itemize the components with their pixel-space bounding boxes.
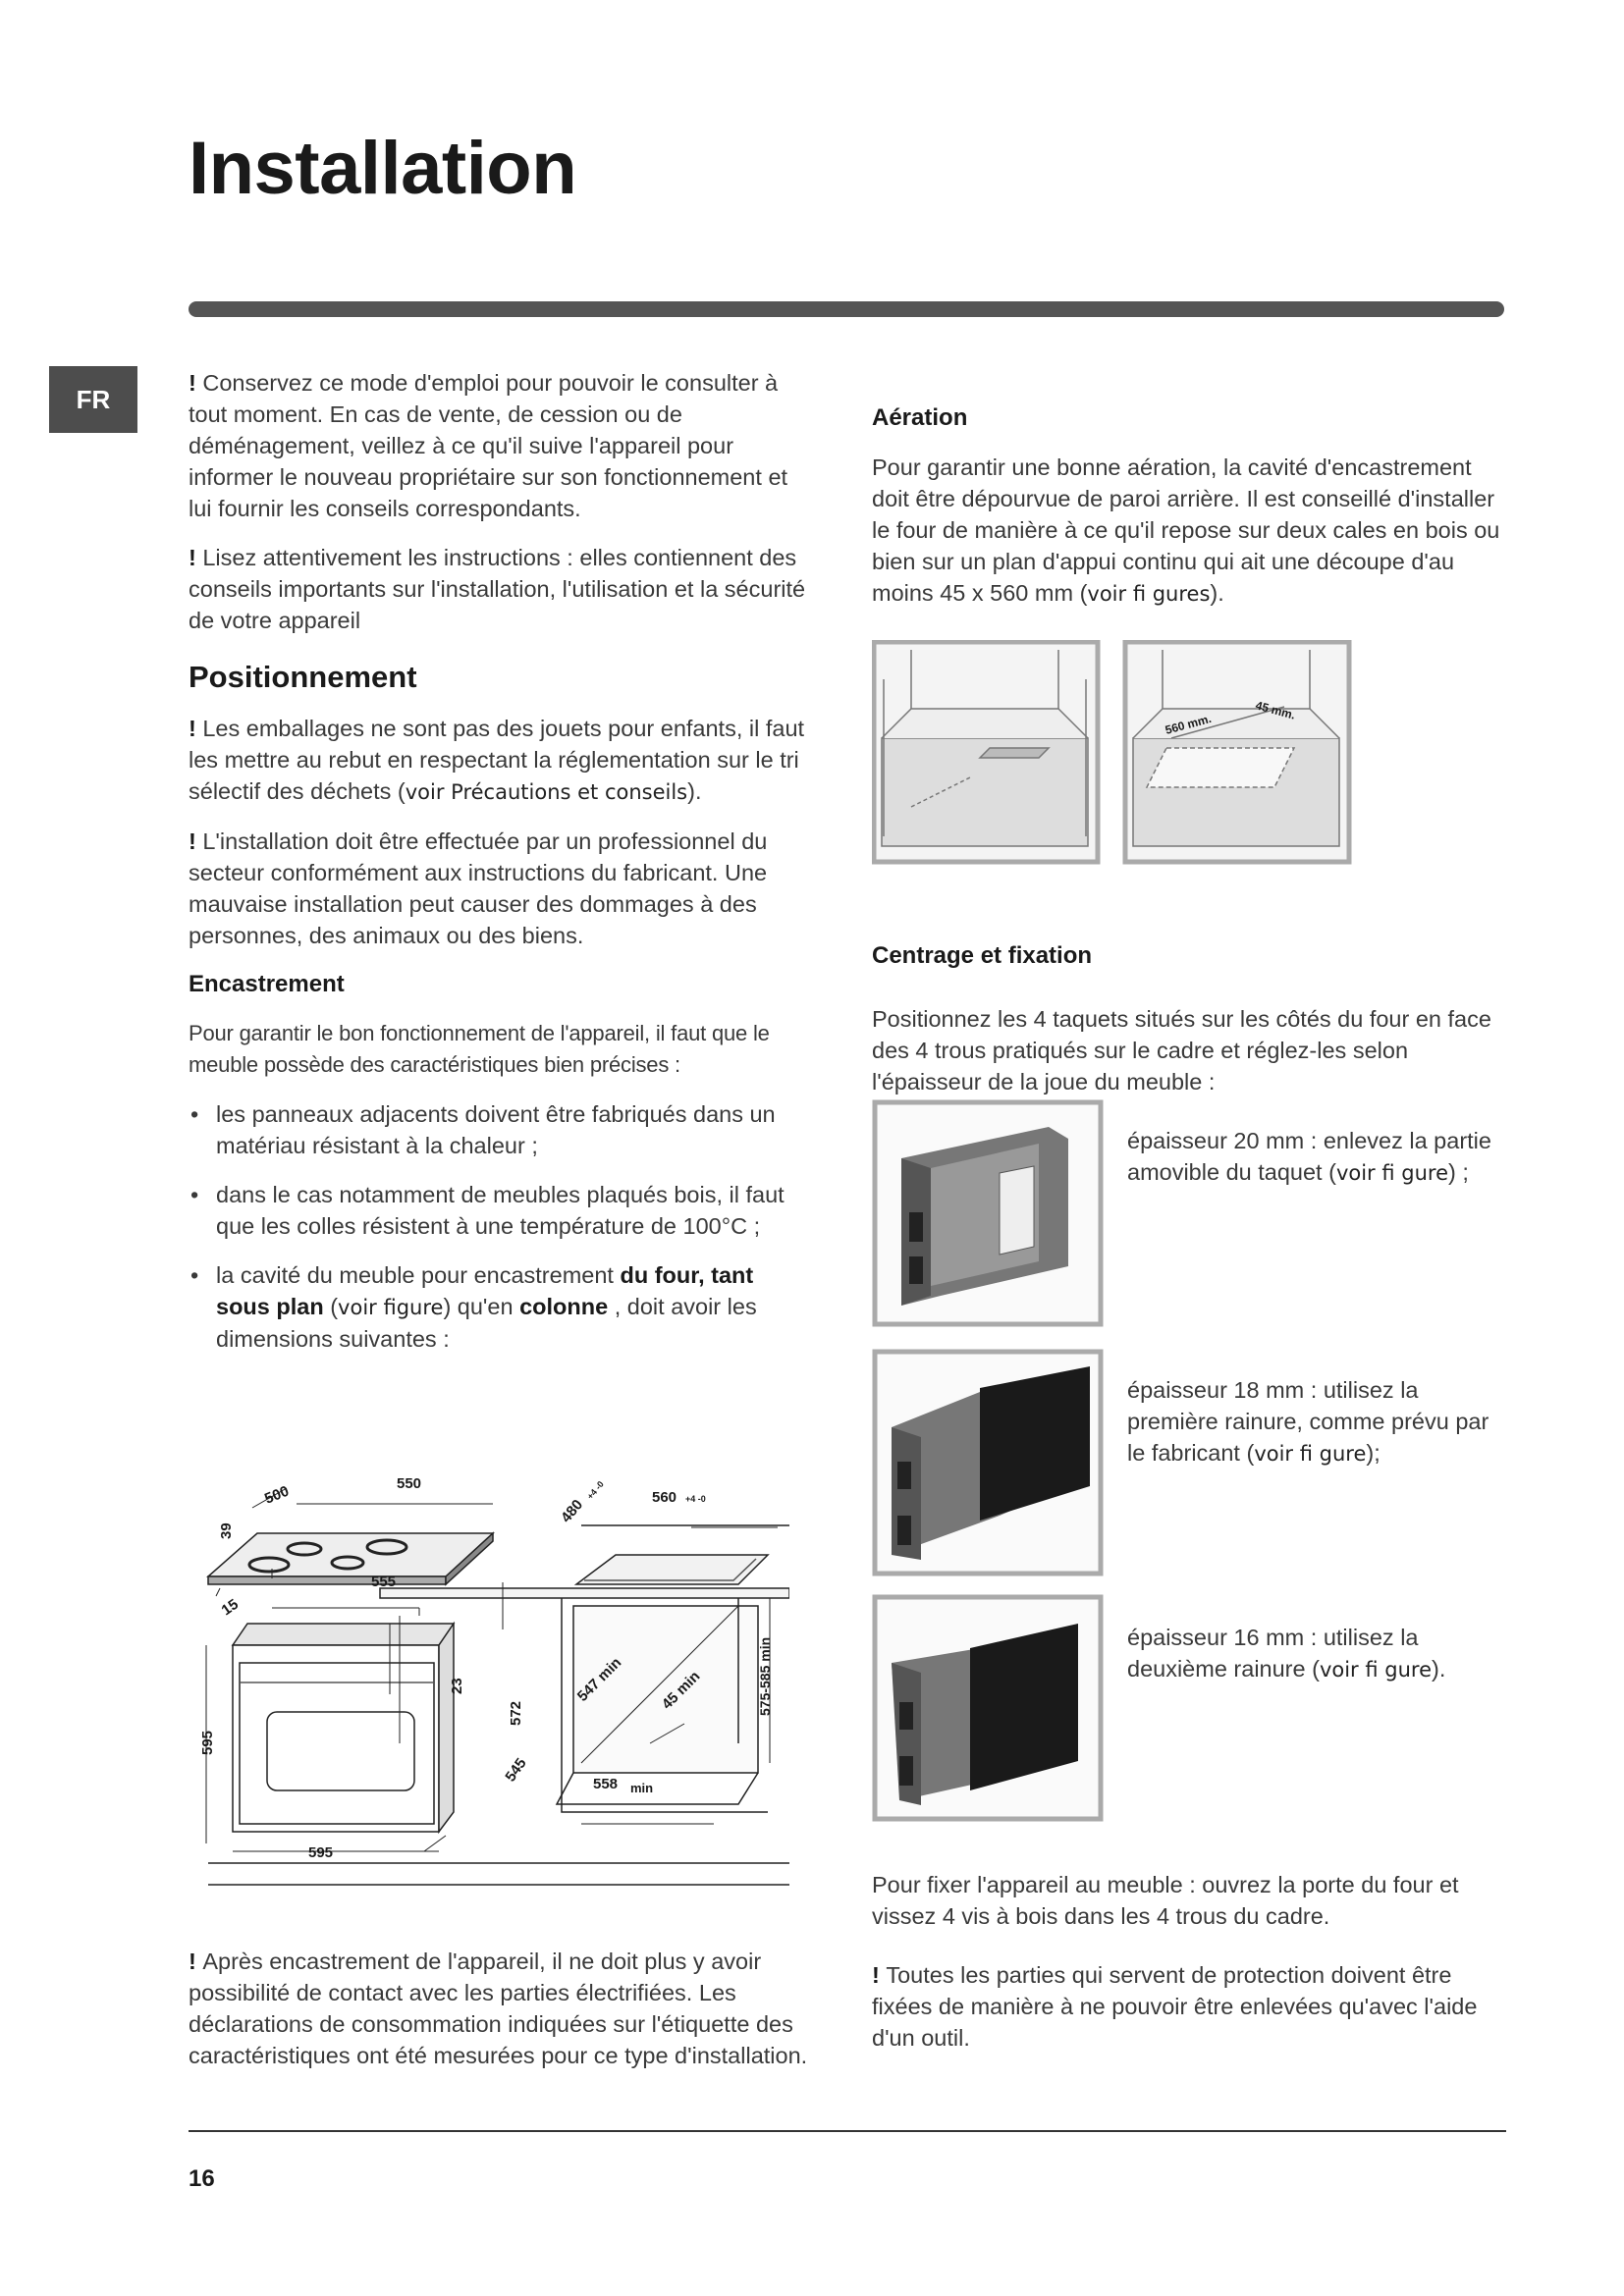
dim-595-width: 595 xyxy=(308,1844,334,1861)
paragraph-packaging: ! Les emballages ne sont pas des jouets pour enfants, il faut les mettre au rebut en respectant la réglementation sur le tri sélectif des déchets (voir Précautions et conseils). xyxy=(189,716,805,804)
bracket-image-20mm xyxy=(872,1099,1104,1327)
cross-reference: voir fi gure xyxy=(1319,1658,1432,1682)
list-item: • la cavité du meuble pour encastrement du four, tant sous plan (voir figure) qu'en colonne , doit avoir les dimensions suivantes : xyxy=(189,1259,809,1355)
list-item: • les panneaux adjacents doivent être fabriqués dans un matériau résistant à la chaleur ; xyxy=(189,1098,809,1161)
paragraph-professional: ! L'installation doit être effectuée par un professionnel du secteur conformément aux instructions du fabricant. Une mauvaise installation peut causer des dommages à des personnes, des animaux ou des biens. xyxy=(189,828,768,948)
left-column xyxy=(189,367,809,1372)
dim-560: 560 xyxy=(652,1489,677,1506)
dim-15: 15 xyxy=(218,1595,242,1620)
warning-mark: ! xyxy=(189,828,203,854)
dim-500: 500 xyxy=(262,1482,292,1508)
dim-560-tolerance: +4 -0 xyxy=(685,1494,706,1504)
dim-572: 572 xyxy=(508,1700,524,1726)
list-item: • dans le cas notamment de meubles plaqués bois, il faut que les colles résistent à une température de 100°C ; xyxy=(189,1179,809,1242)
dim-550: 550 xyxy=(397,1475,422,1492)
paragraph-fixing: Pour fixer l'appareil au meuble : ouvrez la porte du four et vissez 4 vis à bois dans les 4 trous du cadre. xyxy=(872,1872,1459,1929)
cross-reference: voir fi gures xyxy=(1087,582,1211,606)
paragraph-positioning: Positionnez les 4 taquets situés sur les côtés du four en face des 4 trous pratiqués sur le cadre et réglez-les selon l'épaisseur de la joue du meuble : xyxy=(872,1006,1491,1095)
heading-encastrement: Encastrement xyxy=(189,971,345,997)
dim-575-585-min: 575-585 min xyxy=(757,1636,773,1716)
cross-reference: voir fi gure xyxy=(1335,1161,1448,1185)
dim-480-tolerance: +4 -0 xyxy=(584,1478,606,1502)
right-column xyxy=(872,397,1500,627)
page-title: Installation xyxy=(189,127,577,210)
cavity-dimensions-diagram xyxy=(189,1439,789,1900)
paragraph-keep-manual: ! Conservez ce mode d'emploi pour pouvoir le consulter à tout moment. En cas de vente, de cession ou de déménagement, veillez à ce qu'il suive l'appareil pour informer le nouveau propriétaire sur son fonctionnement et lui fournir les conseils correspondants. xyxy=(189,370,788,521)
warning-mark: ! xyxy=(872,1962,887,1988)
heading-centrage: Centrage et fixation xyxy=(872,942,1093,969)
warning-mark: ! xyxy=(189,545,203,570)
cross-reference: voir fi gure xyxy=(1254,1442,1367,1466)
cross-reference: voir Précautions et conseils xyxy=(405,780,688,804)
caption-18mm: épaisseur 18 mm : utilisez la première rainure, comme prévu par le fabricant (voir fi gure); xyxy=(1127,1377,1489,1466)
caption-20mm: épaisseur 20 mm : enlevez la partie amovible du taquet (voir fi gure) ; xyxy=(1127,1128,1491,1185)
dim-547-min: 547 min xyxy=(573,1654,625,1705)
paragraph-after-install: ! Après encastrement de l'appareil, il ne doit plus y avoir possibilité de contact avec les parties électrifiées. Les déclarations de consommation indiquées sur l'étiquette des caractéristiques ont été mesurées pour ce type d'installation. xyxy=(189,1949,808,2068)
language-tab: FR xyxy=(49,366,137,433)
title-divider xyxy=(189,301,1504,317)
dim-555: 555 xyxy=(371,1574,397,1590)
paragraph-read-instructions: ! Lisez attentivement les instructions : elles contiennent des conseils importants sur l'installation, l'utilisation et la sécurité de votre appareil xyxy=(189,545,806,633)
fig-label-560: 560 mm. xyxy=(1164,711,1214,737)
page-number: 16 xyxy=(189,2165,215,2192)
dim-23: 23 xyxy=(449,1678,465,1694)
fig-label-45: 45 mm. xyxy=(1254,698,1297,722)
dim-545: 545 xyxy=(502,1755,530,1786)
footer-divider xyxy=(189,2130,1506,2132)
dim-558-unit: min xyxy=(630,1781,654,1795)
caption-16mm: épaisseur 16 mm : utilisez la deuxième rainure (voir fi gure). xyxy=(1127,1625,1446,1682)
heading-positionnement: Positionnement xyxy=(189,660,417,694)
bracket-image-18mm xyxy=(872,1349,1104,1576)
dim-45-min: 45 min xyxy=(658,1668,704,1713)
paragraph-ventilation: Pour garantir une bonne aération, la cavité d'encastrement doit être dépourvue de paroi arrière. Il est conseillé d'installer le four de manière à ce qu'il repose sur deux cales en bois ou bien sur un plan d'appui continu qui ait une découpe d'au moins 45 x 560 mm (voir fi gures). xyxy=(872,454,1500,606)
warning-mark: ! xyxy=(189,1949,203,1974)
dim-480: 480 xyxy=(558,1496,587,1526)
paragraph-furniture: Pour garantir le bon fonctionnement de l'appareil, il faut que le meuble possède des caractéristiques bien précises : xyxy=(189,1021,770,1077)
bracket-image-16mm xyxy=(872,1594,1104,1822)
dim-558: 558 xyxy=(593,1776,619,1792)
warning-mark: ! xyxy=(189,716,203,741)
ventilation-figures xyxy=(872,640,1353,866)
dim-39: 39 xyxy=(218,1522,235,1539)
paragraph-protection: ! Toutes les parties qui servent de protection doivent être fixées de manière à ne pouvoir être enlevées qu'avec l'aide d'un outil. xyxy=(872,1962,1478,2051)
cross-reference: voir figure xyxy=(338,1296,444,1319)
heading-aeration: Aération xyxy=(872,404,968,431)
requirements-list xyxy=(189,1098,809,1355)
dim-595-height: 595 xyxy=(199,1730,216,1755)
warning-mark: ! xyxy=(189,370,203,396)
